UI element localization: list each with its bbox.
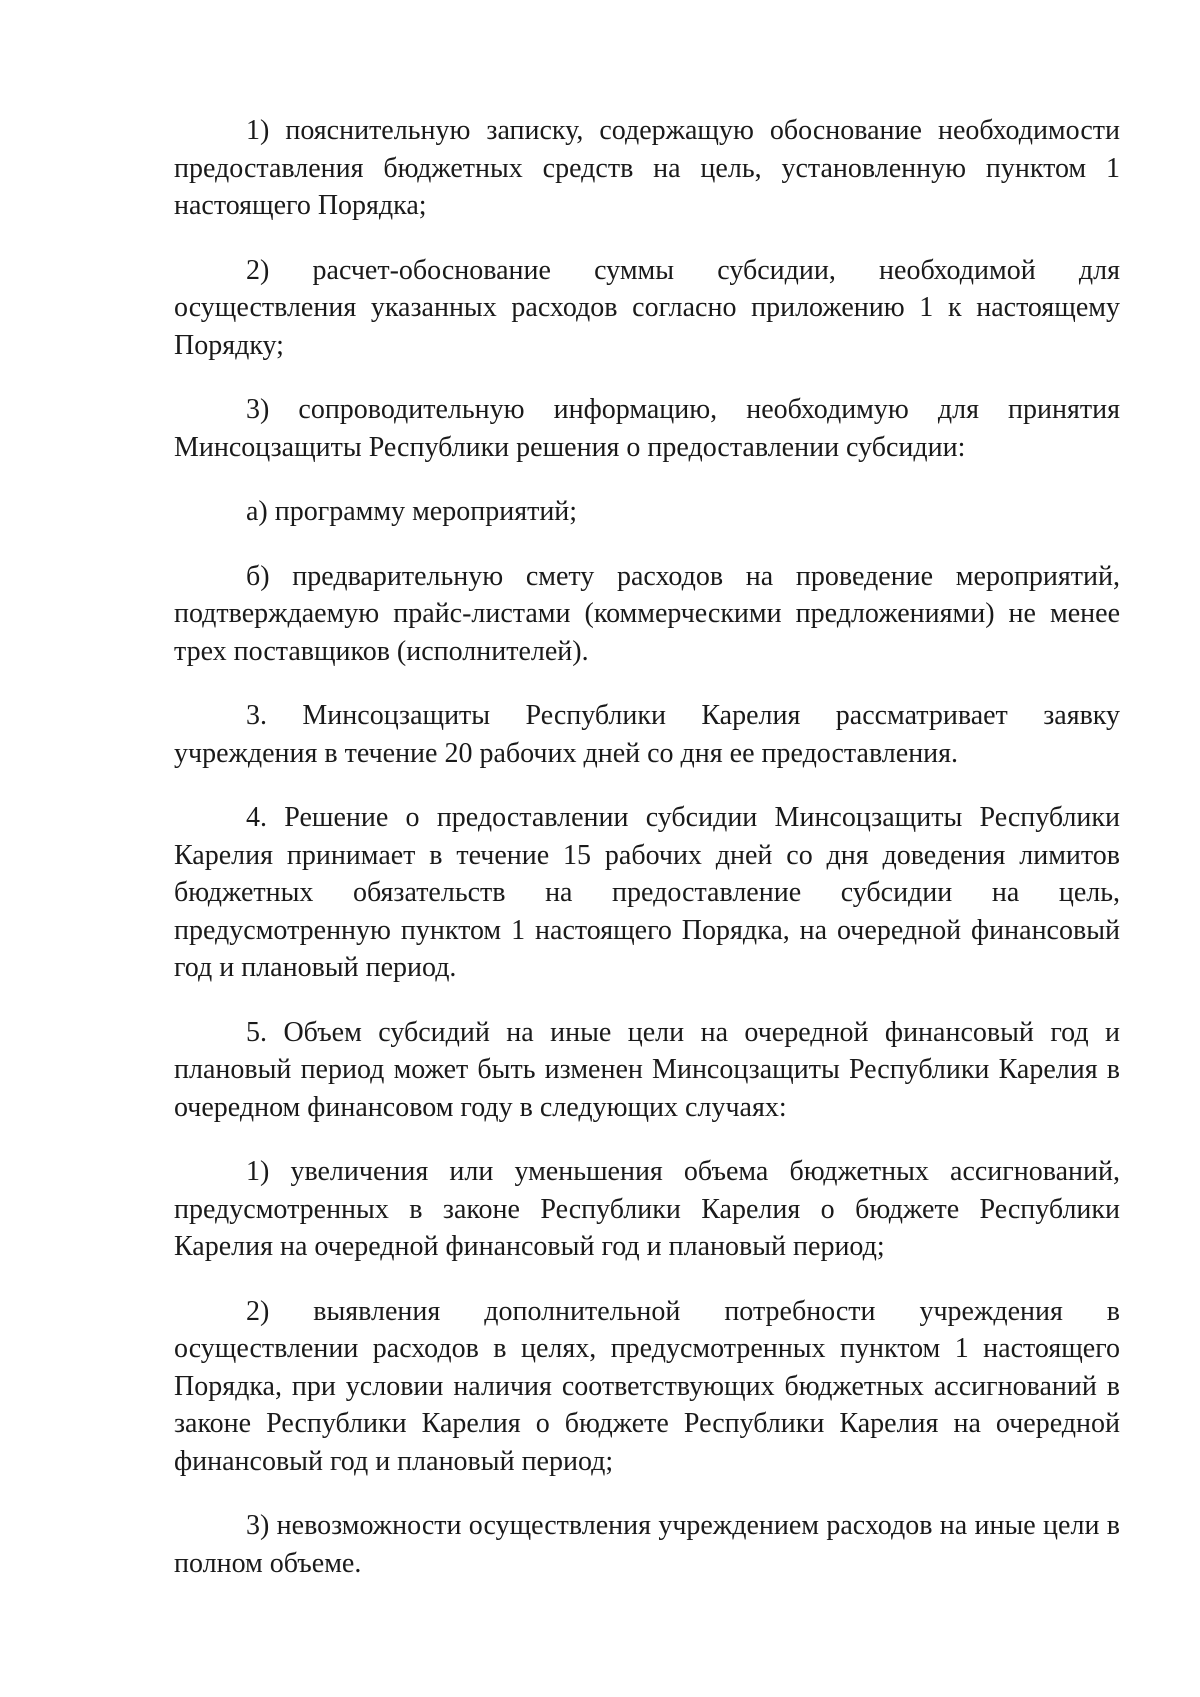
paragraph-case-3-impossibility: 3) невозможности осуществления учреждением расходов на иные цели в полном объеме. [174, 1510, 1120, 1579]
paragraph-subitem-b-estimate: б) предварительную смету расходов на проведение мероприятий, подтверждаемую прайс-листами (коммерческими предложениями) не менее трех поставщиков (исполнителей). [174, 560, 1120, 667]
paragraph-item-1-explanatory-note: 1) пояснительную записку, содержащую обоснование необходимости предоставления бюджетных средств на цель, установленную пунктом 1 настоящего Порядка; [174, 115, 1120, 221]
document-body [174, 112, 1120, 1582]
paragraph-case-1-budget-change: 1) увеличения или уменьшения объема бюджетных ассигнований, предусмотренных в законе Республики Карелия о бюджете Республики Карелия на очередной финансовый год и плановый период; [174, 1156, 1120, 1262]
paragraph-case-2-additional-need: 2) выявления дополнительной потребности учреждения в осуществлении расходов в целях, предусмотренных пунктом 1 настоящего Порядка, при условии наличия соответствующих бюджетных ассигнований в законе Республики Карелия о бюджете Республики Карелия на очередной финансовый год и плановый период; [174, 1295, 1120, 1477]
paragraph-clause-4-decision: 4. Решение о предоставлении субсидии Минсоцзащиты Республики Карелия принимает в течение 15 рабочих дней со дня доведения лимитов бюджетных обязательств на предоставление субсидии на цель, предусмотренную пунктом 1 настоящего Порядка, на очередной финансовый год и плановый период. [174, 802, 1120, 983]
paragraph-clause-5-volume-change: 5. Объем субсидий на иные цели на очередной финансовый год и плановый период может быть изменен Минсоцзащиты Республики Карелия в очередном финансовом году в следующих случаях: [174, 1016, 1120, 1123]
paragraph-clause-3-review: 3. Минсоцзащиты Республики Карелия рассматривает заявку учреждения в течение 20 рабочих дней со дня ее предоставления. [174, 700, 1120, 769]
paragraph-item-2-calculation: 2) расчет-обоснование суммы субсидии, необходимой для осуществления указанных расходов согласно приложению 1 к настоящему Порядку; [174, 254, 1120, 361]
paragraph-item-3-supporting-info: 3) сопроводительную информацию, необходимую для принятия Минсоцзащиты Республики решения о предоставлении субсидии: [174, 394, 1120, 463]
paragraph-subitem-a-program: а) программу мероприятий; [246, 496, 578, 527]
